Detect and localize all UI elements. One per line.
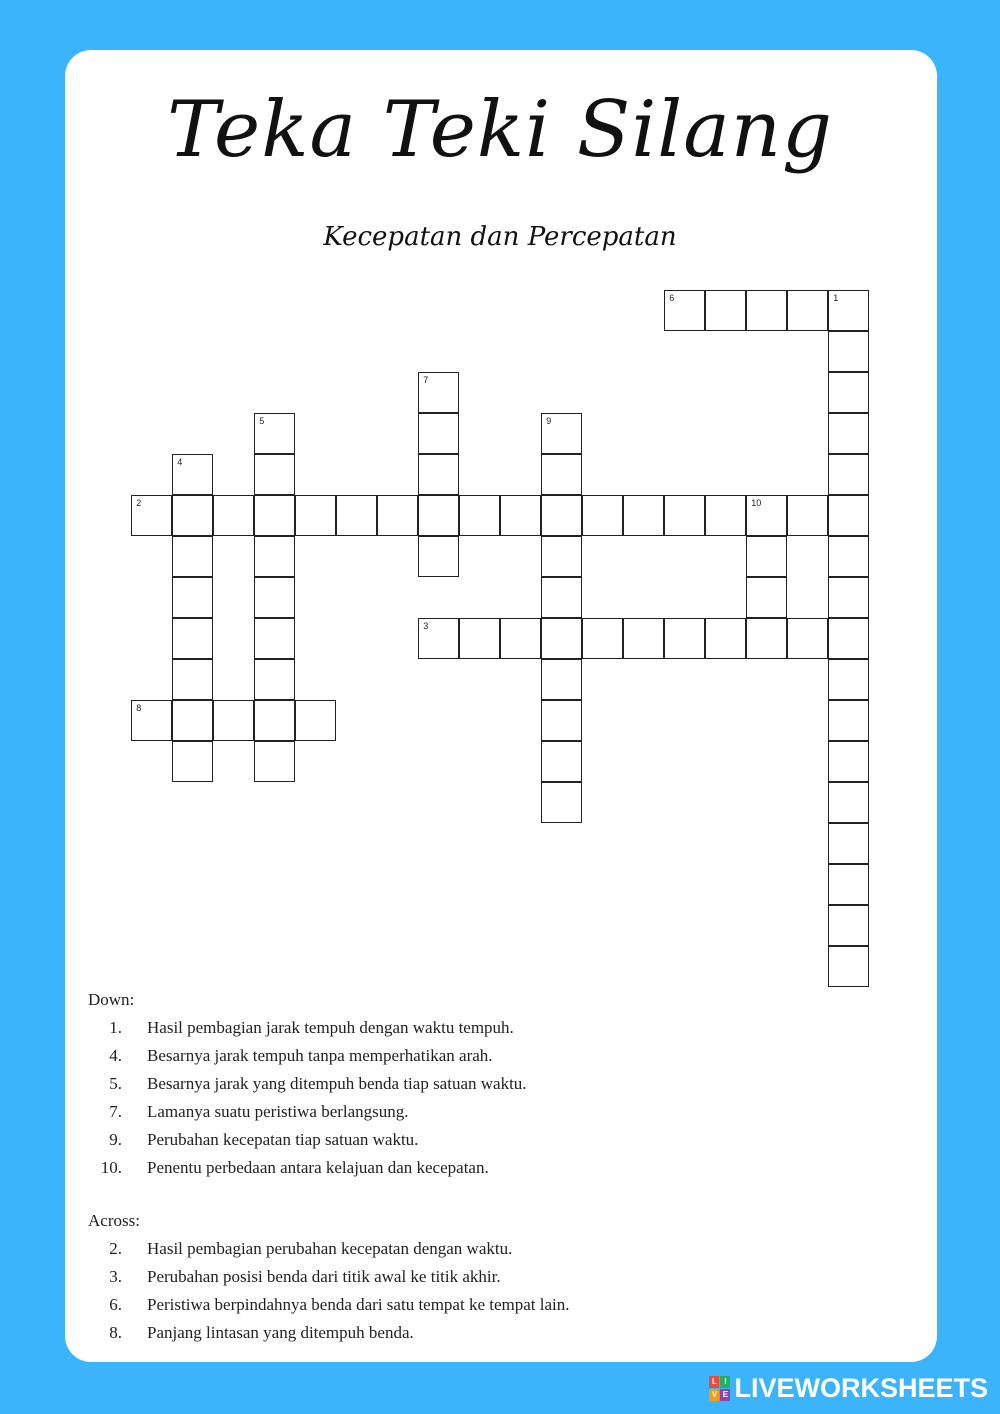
crossword-cell <box>541 782 582 823</box>
clue-item <box>88 1046 527 1074</box>
crossword-cell-input[interactable] <box>173 701 212 740</box>
crossword-cell <box>418 495 459 536</box>
crossword-cell <box>828 741 869 782</box>
crossword-cell <box>828 700 869 741</box>
clue-item <box>88 1158 527 1186</box>
crossword-cell <box>254 536 295 577</box>
crossword-cell <box>254 454 295 495</box>
crossword-cell-input[interactable] <box>255 701 294 740</box>
crossword-cell <box>418 454 459 495</box>
crossword-cell-input[interactable] <box>214 701 253 740</box>
clue-number-label: 1 <box>833 293 839 304</box>
crossword-cell <box>623 495 664 536</box>
crossword-cell-input[interactable] <box>419 537 458 576</box>
clue-number-label: 2 <box>136 498 142 509</box>
crossword-cell <box>746 577 787 618</box>
clue-item <box>88 1323 570 1351</box>
crossword-cell-input[interactable] <box>788 496 827 535</box>
crossword-cell-input[interactable] <box>173 537 212 576</box>
crossword-cell-input[interactable] <box>296 701 335 740</box>
crossword-cell <box>705 495 746 536</box>
across-clues <box>88 1211 570 1351</box>
clue-text: Perubahan posisi benda dari titik awal ke titik akhir. <box>147 1267 501 1286</box>
crossword-cell <box>500 618 541 659</box>
crossword-cell <box>787 618 828 659</box>
crossword-cell-input[interactable] <box>296 496 335 535</box>
crossword-cell-input[interactable] <box>747 496 786 535</box>
down-clues <box>88 990 527 1186</box>
crossword-cell <box>746 495 787 536</box>
crossword-cell <box>418 372 459 413</box>
crossword-cell <box>746 536 787 577</box>
crossword-cell-input[interactable] <box>214 496 253 535</box>
clue-number-label: 3 <box>423 621 429 632</box>
crossword-cell <box>336 495 377 536</box>
crossword-cell-input[interactable] <box>829 947 868 986</box>
crossword-cell <box>131 700 172 741</box>
crossword-cell-input[interactable] <box>706 496 745 535</box>
crossword-cell-input[interactable] <box>829 660 868 699</box>
crossword-cell <box>254 495 295 536</box>
crossword-cell-input[interactable] <box>829 373 868 412</box>
clue-number: 1. <box>109 1018 122 1037</box>
crossword-cell <box>664 290 705 331</box>
clue-text: Besarnya jarak tempuh tanpa memperhatikan arah. <box>147 1046 493 1065</box>
crossword-cell <box>828 577 869 618</box>
logo-letter: I <box>720 1376 730 1388</box>
crossword-cell-input[interactable] <box>542 742 581 781</box>
crossword-cell <box>459 618 500 659</box>
clue-text: Hasil pembagian perubahan kecepatan dengan waktu. <box>147 1239 513 1258</box>
crossword-cell-input[interactable] <box>419 496 458 535</box>
crossword-cell-input[interactable] <box>829 865 868 904</box>
crossword-cell-input[interactable] <box>829 291 868 330</box>
down-heading: Down: <box>88 990 135 1009</box>
crossword-cell <box>541 700 582 741</box>
crossword-cell <box>787 290 828 331</box>
crossword-cell <box>172 495 213 536</box>
clue-number: 6. <box>109 1295 122 1314</box>
clue-number: 2. <box>109 1239 122 1258</box>
crossword-cell <box>828 536 869 577</box>
crossword-cell-input[interactable] <box>829 701 868 740</box>
crossword-cell <box>254 741 295 782</box>
crossword-cell-input[interactable] <box>255 578 294 617</box>
crossword-cell <box>787 495 828 536</box>
crossword-cell <box>828 454 869 495</box>
crossword-cell <box>828 413 869 454</box>
logo-icon <box>709 1376 730 1401</box>
crossword-cell <box>295 700 336 741</box>
crossword-cell <box>131 495 172 536</box>
clue-number-label: 9 <box>546 416 552 427</box>
crossword-cell-input[interactable] <box>829 619 868 658</box>
crossword-cell <box>541 618 582 659</box>
crossword-cell-input[interactable] <box>460 496 499 535</box>
liveworksheets-logo <box>709 1373 988 1404</box>
crossword-cell <box>541 454 582 495</box>
crossword-cell-input[interactable] <box>542 619 581 658</box>
crossword-cell-input[interactable] <box>542 701 581 740</box>
crossword-cell <box>418 413 459 454</box>
crossword-cell <box>254 618 295 659</box>
clue-number-label: 6 <box>669 293 675 304</box>
crossword-cell-input[interactable] <box>173 660 212 699</box>
crossword-cell <box>705 290 746 331</box>
crossword-cell <box>541 413 582 454</box>
clue-text: Perubahan kecepatan tiap satuan waktu. <box>147 1130 419 1149</box>
logo-letter: E <box>720 1389 730 1401</box>
crossword-cell-input[interactable] <box>665 291 704 330</box>
crossword-cell-input[interactable] <box>583 496 622 535</box>
crossword-cell <box>828 331 869 372</box>
crossword-cell-input[interactable] <box>501 496 540 535</box>
crossword-cell <box>828 946 869 987</box>
crossword-cell <box>377 495 418 536</box>
crossword-cell <box>500 495 541 536</box>
crossword-cell <box>541 495 582 536</box>
crossword-cell-input[interactable] <box>829 414 868 453</box>
crossword-cell <box>172 700 213 741</box>
clue-number-label: 7 <box>423 375 429 386</box>
crossword-cell-input[interactable] <box>173 619 212 658</box>
crossword-cell-input[interactable] <box>829 332 868 371</box>
crossword-cell <box>746 290 787 331</box>
crossword-cell-input[interactable] <box>255 455 294 494</box>
clue-text: Peristiwa berpindahnya benda dari satu tempat ke tempat lain. <box>147 1295 570 1314</box>
clue-number: 9. <box>109 1130 122 1149</box>
crossword-cell-input[interactable] <box>132 701 171 740</box>
crossword-cell <box>541 741 582 782</box>
crossword-cell-input[interactable] <box>337 496 376 535</box>
clue-text: Besarnya jarak yang ditempuh benda tiap satuan waktu. <box>147 1074 527 1093</box>
crossword-cell-input[interactable] <box>378 496 417 535</box>
crossword-cell-input[interactable] <box>788 619 827 658</box>
page-title: Teka Teki Silang <box>167 85 833 175</box>
crossword-cell <box>213 495 254 536</box>
crossword-cell-input[interactable] <box>542 578 581 617</box>
crossword-cell-input[interactable] <box>829 455 868 494</box>
crossword-cell <box>623 618 664 659</box>
crossword-cell <box>254 577 295 618</box>
clue-text: Lamanya suatu peristiwa berlangsung. <box>147 1102 409 1121</box>
crossword-cell-input[interactable] <box>829 537 868 576</box>
clue-text: Penentu perbedaan antara kelajuan dan kecepatan. <box>147 1158 489 1177</box>
crossword-cell-input[interactable] <box>706 291 745 330</box>
crossword-cell-input[interactable] <box>255 660 294 699</box>
crossword-cell <box>828 782 869 823</box>
crossword-cell <box>254 413 295 454</box>
clue-text: Hasil pembagian jarak tempuh dengan waktu tempuh. <box>147 1018 514 1037</box>
crossword-cell <box>213 700 254 741</box>
crossword-cell-input[interactable] <box>829 906 868 945</box>
clue-number: 5. <box>109 1074 122 1093</box>
clue-number-label: 4 <box>177 457 183 468</box>
clue-item <box>88 1295 570 1323</box>
crossword-cell-input[interactable] <box>419 619 458 658</box>
clue-number-label: 10 <box>751 498 762 509</box>
crossword-cell <box>541 577 582 618</box>
crossword-cell <box>664 495 705 536</box>
logo-letter: L <box>709 1376 719 1388</box>
crossword-cell <box>828 618 869 659</box>
clue-item <box>88 1102 527 1130</box>
crossword-cell <box>418 536 459 577</box>
clue-item <box>88 1130 527 1158</box>
crossword-cell <box>172 659 213 700</box>
crossword-cell-input[interactable] <box>624 496 663 535</box>
crossword-cell-input[interactable] <box>255 619 294 658</box>
crossword-cell <box>828 372 869 413</box>
crossword-cell <box>828 823 869 864</box>
crossword-cell-input[interactable] <box>542 537 581 576</box>
crossword-cell-input[interactable] <box>419 373 458 412</box>
clue-item <box>88 1239 570 1267</box>
crossword-cell-input[interactable] <box>173 496 212 535</box>
crossword-cell <box>172 618 213 659</box>
clue-number: 4. <box>109 1046 122 1065</box>
clue-number: 8. <box>109 1323 122 1342</box>
crossword-cell <box>582 495 623 536</box>
crossword-cell-input[interactable] <box>132 496 171 535</box>
crossword-cell-input[interactable] <box>747 619 786 658</box>
crossword-cell <box>459 495 500 536</box>
crossword-cell <box>541 536 582 577</box>
crossword-cell-input[interactable] <box>173 742 212 781</box>
clue-number-label: 5 <box>259 416 265 427</box>
crossword-cell <box>828 290 869 331</box>
crossword-cell <box>172 536 213 577</box>
crossword-cell-input[interactable] <box>173 455 212 494</box>
crossword-cell <box>746 618 787 659</box>
crossword-cell-input[interactable] <box>788 291 827 330</box>
crossword-cell-input[interactable] <box>747 578 786 617</box>
crossword-cell-input[interactable] <box>624 619 663 658</box>
crossword-cell-input[interactable] <box>255 496 294 535</box>
crossword-cell-input[interactable] <box>419 414 458 453</box>
clue-item <box>88 1018 527 1046</box>
clue-text: Panjang lintasan yang ditempuh benda. <box>147 1323 414 1342</box>
crossword-cell-input[interactable] <box>829 578 868 617</box>
crossword-cell-input[interactable] <box>542 414 581 453</box>
clue-number: 10. <box>100 1158 122 1177</box>
crossword-cell <box>705 618 746 659</box>
clue-item <box>88 1267 570 1295</box>
crossword-cell <box>295 495 336 536</box>
crossword-cell-input[interactable] <box>501 619 540 658</box>
clue-number: 3. <box>109 1267 122 1286</box>
crossword-cell-input[interactable] <box>747 537 786 576</box>
crossword-cell-input[interactable] <box>419 455 458 494</box>
clue-number: 7. <box>109 1102 122 1121</box>
crossword-cell-input[interactable] <box>829 824 868 863</box>
crossword-cell <box>828 864 869 905</box>
crossword-cell-input[interactable] <box>542 496 581 535</box>
crossword-cell <box>582 618 623 659</box>
crossword-cell-input[interactable] <box>255 414 294 453</box>
crossword-cell-input[interactable] <box>829 742 868 781</box>
crossword-cell-input[interactable] <box>173 578 212 617</box>
page-subtitle: Kecepatan dan Percepatan <box>323 222 677 252</box>
crossword-cell <box>172 577 213 618</box>
crossword-cell-input[interactable] <box>829 496 868 535</box>
crossword-cell <box>254 659 295 700</box>
crossword-cell-input[interactable] <box>255 742 294 781</box>
crossword-cell-input[interactable] <box>460 619 499 658</box>
crossword-cell <box>172 741 213 782</box>
crossword-cell-input[interactable] <box>542 455 581 494</box>
crossword-cell-input[interactable] <box>747 291 786 330</box>
crossword-cell-input[interactable] <box>665 619 704 658</box>
crossword-cell <box>418 618 459 659</box>
crossword-cell-input[interactable] <box>542 660 581 699</box>
crossword-cell-input[interactable] <box>542 783 581 822</box>
crossword-cell <box>828 905 869 946</box>
crossword-cell <box>828 495 869 536</box>
clue-item <box>88 1074 527 1102</box>
crossword-cell-input[interactable] <box>583 619 622 658</box>
crossword-cell <box>254 700 295 741</box>
crossword-cell <box>828 659 869 700</box>
logo-text: LIVEWORKSHEETS <box>734 1373 988 1403</box>
clue-number-label: 8 <box>136 703 142 714</box>
crossword-cell-input[interactable] <box>665 496 704 535</box>
logo-letter: V <box>709 1389 719 1401</box>
crossword-cell <box>172 454 213 495</box>
crossword-cell <box>541 659 582 700</box>
crossword-cell-input[interactable] <box>829 783 868 822</box>
crossword-cell <box>664 618 705 659</box>
crossword-cell-input[interactable] <box>255 537 294 576</box>
across-heading: Across: <box>88 1211 140 1230</box>
crossword-cell-input[interactable] <box>706 619 745 658</box>
